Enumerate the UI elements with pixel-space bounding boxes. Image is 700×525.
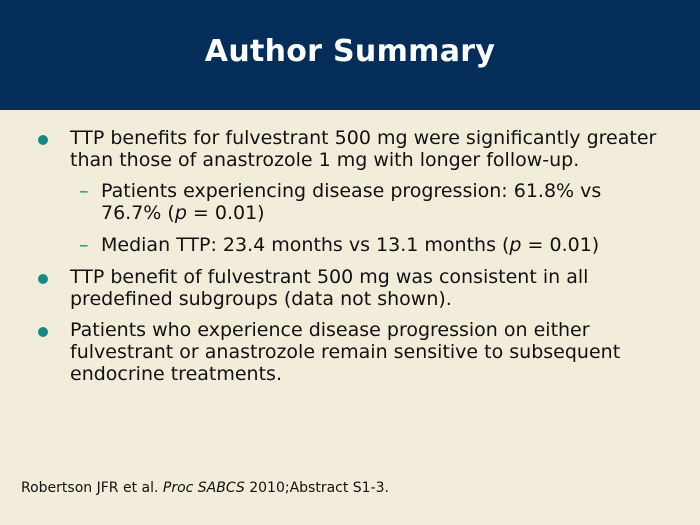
bullet-dot-icon (38, 135, 48, 145)
bullet-text: TTP benefit of fulvestrant 500 mg was consistent in all predefined subgroups (data not shown). (70, 266, 589, 310)
dash-icon: – (79, 234, 89, 256)
sub-bullet-text-pre: Median TTP: 23.4 months vs 13.1 months ( (101, 234, 510, 256)
citation (21, 480, 389, 496)
bullet-dot-icon (38, 327, 48, 337)
sub-bullet-text-post: = 0.01) (186, 202, 265, 224)
bullet-dot-icon (38, 274, 48, 284)
sub-bullet-item (0, 180, 700, 224)
dash-icon: – (79, 180, 89, 202)
slide-body (0, 127, 700, 394)
slide-title: Author Summary (204, 33, 496, 69)
sub-bullet-text-italic: p (509, 234, 522, 256)
citation-journal: Proc SABCS (162, 480, 245, 496)
bullet-text: Patients who experience disease progression on either fulvestrant or anastrozole remain sensitive to subsequent endocrine treatments. (70, 319, 621, 385)
citation-details: 2010;Abstract S1-3. (244, 480, 389, 496)
bullet-text: TTP benefits for fulvestrant 500 mg were significantly greater than those of anastrozole 1 mg with longer follow-up. (70, 127, 657, 171)
sub-bullet-text-italic: p (174, 202, 187, 224)
title-bar (0, 0, 700, 110)
sub-bullet-item (0, 234, 700, 256)
sub-bullet-text-post: = 0.01) (521, 234, 600, 256)
sub-bullet-text-pre: Patients experiencing disease progression: 61.8% vs 76.7% ( (101, 180, 602, 224)
citation-authors: Robertson JFR et al. (21, 480, 163, 496)
bullet-item (0, 127, 700, 171)
bullet-item (0, 319, 700, 385)
bullet-item (0, 266, 700, 310)
